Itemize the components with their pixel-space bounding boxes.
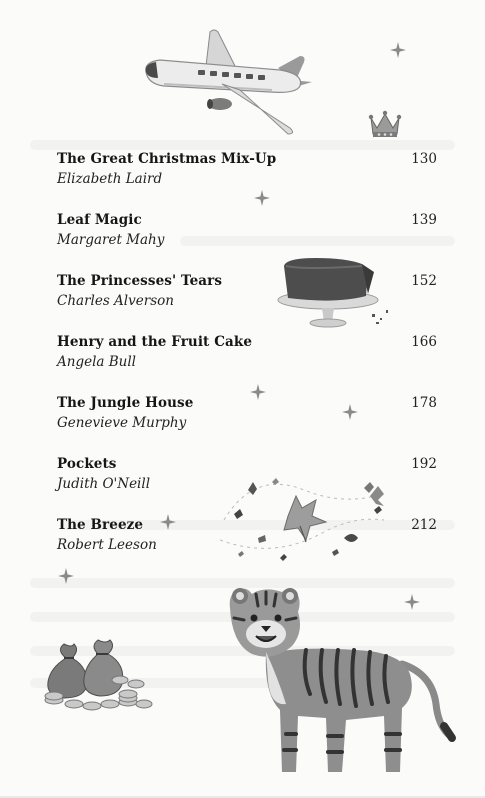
bleed-through-line	[180, 236, 455, 246]
story-author: Margaret Mahy	[57, 232, 165, 248]
star-icon	[58, 568, 74, 584]
star-icon	[254, 190, 270, 206]
story-title: Leaf Magic	[57, 212, 142, 228]
cake-illustration	[276, 254, 394, 332]
star-icon	[390, 42, 406, 58]
story-author: Charles Alverson	[57, 293, 174, 309]
story-title: Henry and the Fruit Cake	[57, 334, 253, 350]
story-author: Genevieve Murphy	[57, 415, 187, 431]
bleed-through-line	[30, 140, 455, 150]
star-icon	[404, 594, 420, 610]
coin-bags-illustration	[44, 636, 154, 714]
page-number: 212	[411, 517, 437, 533]
story-title: Pockets	[57, 456, 117, 472]
page-number: 139	[411, 212, 437, 228]
story-title: The Breeze	[57, 517, 144, 533]
page-number: 130	[411, 151, 437, 167]
crown-icon	[368, 108, 402, 140]
star-icon	[250, 384, 266, 400]
story-title: The Princesses' Tears	[57, 273, 223, 289]
airplane-illustration	[140, 28, 315, 138]
leaves-swirl-illustration	[214, 460, 392, 570]
page-number: 152	[411, 273, 437, 289]
page-number: 192	[411, 456, 437, 472]
star-icon	[342, 404, 358, 420]
story-author: Judith O'Neill	[57, 476, 151, 492]
page-number: 178	[411, 395, 437, 411]
story-author: Robert Leeson	[57, 537, 157, 553]
tiger-illustration	[226, 584, 458, 784]
story-author: Angela Bull	[57, 354, 136, 370]
star-icon	[160, 514, 176, 530]
story-author: Elizabeth Laird	[57, 171, 163, 187]
story-title: The Jungle House	[57, 395, 194, 411]
page-number: 166	[411, 334, 437, 350]
story-title: The Great Christmas Mix-Up	[57, 151, 277, 167]
